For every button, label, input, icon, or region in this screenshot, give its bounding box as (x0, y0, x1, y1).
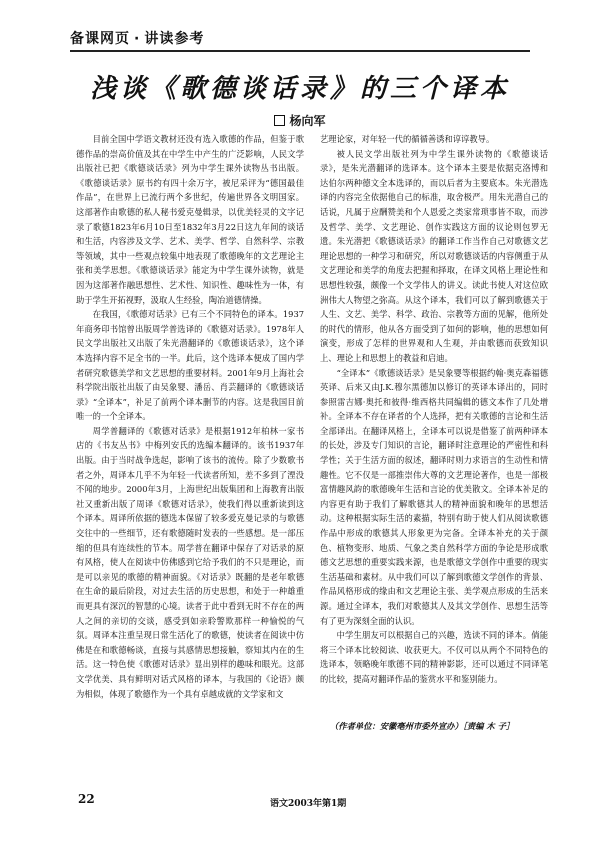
author-line (0, 112, 600, 129)
paragraph: 在我国，《歌德对话录》已有三个不同特色的译本。1937年商务印书馆曾出版周学普选译的《歌德对话录》。1978年人民文学出版社又出版了朱光潜翻译的《歌德谈话录》，这个译本选择内容不足全书的一半。此后，这个选译本便成了国内学者研究歌德美学和文艺思想的重要材料。2001年9月上海社会科学院出版社出版了由吴象婴、潘岳、肖芸翻译的《歌德谈话录》“全译本”，补足了前两个译本删节的内容。这是我国目前唯一的一个全译本。 (76, 309, 304, 422)
section-header (70, 28, 204, 48)
left-column (76, 132, 304, 720)
page-number: 22 (78, 792, 95, 806)
paragraph: “全译本”《歌德谈话录》是吴象婴等根据约翰·奥克森福德英译、后来又由J.K.穆尔黑德加以修订的英译本译出的，同时参照雷吉娜·奥托和彼得·维西格共同编辑的德文本作了几处增补。全译本不存在译者的个人选择，把有关歌德的言论和生活全部译出。在翻译风格上，全译本可以说是借鉴了前两种译本的长处，涉及专门知识的言论，翻译时注意理论的严密性和科学性；关于生活方面的叙述，翻译时则力求语言的生动性和情趣性。它不仅是一部推崇伟大尊的文艺理论著作，也是一部极富情趣风韵的歌德晚年生活和言论的优美散文。全译本补足的内容更有助于我们了解歌德其人的精神面貌和晚年的思想活动。这种根据实际生活的素描，特别有助于使人们从阅读歌德作品中形成的歌德其人形象更为完备。全译本补充的关于颜色、植物变形、地质、气象之类自然科学方面的争论是形成歌德文艺思想的重要实践来源，也是歌德文学创作中重要的现实生活基础和素材。从中我们可以了解到歌德文学创作的背景、作品风格形成的缘由和文艺理论主张、美学观点形成的生活来源。通过全译本，我们对歌德其人及其文学创作、思想生活等有了更为深刻全面的认识。 (320, 367, 548, 626)
paragraph: 目前全国中学语文教材还没有选入歌德的作品，但鉴于歌德作品的崇高价值及其在中学生中产生的广泛影响，人民文学出版社已把《歌德谈话录》列为中学生课外读物丛书出版。《歌德谈话录》原书约有四十余万字，被尼采评为“德国最佳作品”，在世界上已流行两个多世纪，传遍世界各文明国家。这部著作由歌德的私人秘书爱克曼辑录，以优美轻灵的文字记录了歌德1823年6月10日至1832年3月22日这九年间的谈话和生活，内容涉及文学、艺术、美学、哲学、自然科学、宗教等领域，其中一些观点较集中地表现了歌德晚年的文艺理论主张和美学思想。《歌德谈话录》能定为中学生课外读物，就是因为这部著作融思想性、艺术性、知识性、趣味性为一体，有助于学生开拓视野，汲取人生经验，陶冶道德情操。 (76, 134, 304, 305)
paragraph: 被人民文学出版社列为中学生课外读物的《歌德谈话录》，是朱光潜翻译的选译本。这个译本主要是依据克洛博和达伯尔两种德文全本选译的，而以后者为主要底本。朱光潜选译的内容完全依据他自己的标准，取舍极严。用朱光潜自己的话说，凡属于应酬赞美和个人恩爱之类家常琐事皆不取，而涉及哲学、美学、文艺理论、创作实践这方面的议论则包罗无遗。朱光潜把《歌德谈话录》的翻译工作当作自己对歌德文艺理论思想的一种学习和研究，所以对歌德谈话的内容侧重于从文艺理论和美学的角度去把握和择取，在译文风格上理论性和思想性较强，颇像一个文学伟人的讲义。读此书使人对这位欧洲伟大人物望之弥高。从这个译本，我们可以了解到歌德关于人生、文艺、美学、科学、政治、宗教等方面的见解，他所处的时代的情形，他从各方面受到了如何的影响，他的思想如何演变，形成了怎样的世界观和人生观，并由歌德而获致知识上、理论上和思想上的教益和启迪。 (320, 148, 548, 363)
right-column (320, 132, 548, 720)
header-rule (70, 50, 530, 52)
column-name: 讲读参考 (144, 31, 205, 47)
header-dot: · (134, 31, 141, 47)
square-icon (274, 115, 285, 126)
paragraph: 周学普翻译的《歌德对话录》是根据1912年柏林一家书店的《书友丛书》中梅列安氏的选编本翻译的。该书1937年出版。由于当时战争选起，影响了该书的流传。除了少数歌书者之外，周译本几乎不为年轻一代读者所知，差不多到了湮没不闻的地步。2000年3月，上海世纪出版集团和上海教育出版社又重新出版了周译《歌德对话录》，使我们得以重新读到这个译本。周译所依据的德选本保留了较多爱克曼记录的与歌德交往中的一些细节，还有歌德随时发表的一些感想。是一部压缩的但具有连续性的节本。周学普在翻译中保存了对话录的原有风格，使人在阅读中仿佛感到它给予我们的不只是理论，而是可以亲见的歌德的精神面貌。《对话录》既翻的是老年歌德在生命的最后阶段，对过去生活的历史思想，和处于一种雄重而更具有深沉的智慧的心境。读者于此中看到无时不存在的两人之间的亲切的交谈，感受到如亲聆警欺那样一种愉悦的气氛。周译本注重呈现日常生活化了的歌德，使读者在阅读中仿佛是在和歌德畅谈，直接与其感情思想接触，察知其内在的生活。这一特色使《歌德对话录》显出别样的趣味和眼光。这部文学优美、具有鲜明对话式风格的译本，与我国的《论语》颇为相似，体现了歌德作为一个具有卓越成就的文学家和文 (76, 425, 304, 699)
article-title: 浅谈《歌德谈话录》的三个译本 (89, 74, 510, 104)
paragraph: 艺理论家，对年轻一代的循循善诱和谆谆教导。 (320, 134, 495, 144)
paragraph: 中学生朋友可以根据自己的兴趣，选读不同的译本。倘能将三个译本比较阅读、收获更大。不仅可以从两个不同特色的选译本，领略晚年歌德不同的精神影影，还可以通过不同译笔的比较，提高对翻译作品的鉴赏水平和鉴别能力。 (320, 630, 548, 684)
magazine-issue: 语文2003年第1期 (270, 799, 347, 809)
author-name: 杨向军 (289, 114, 326, 128)
author-affiliation: （作者单位：安徽亳州市委外宣办）［责编 木 子］ (330, 721, 515, 731)
section-name: 备课网页 (70, 31, 130, 47)
